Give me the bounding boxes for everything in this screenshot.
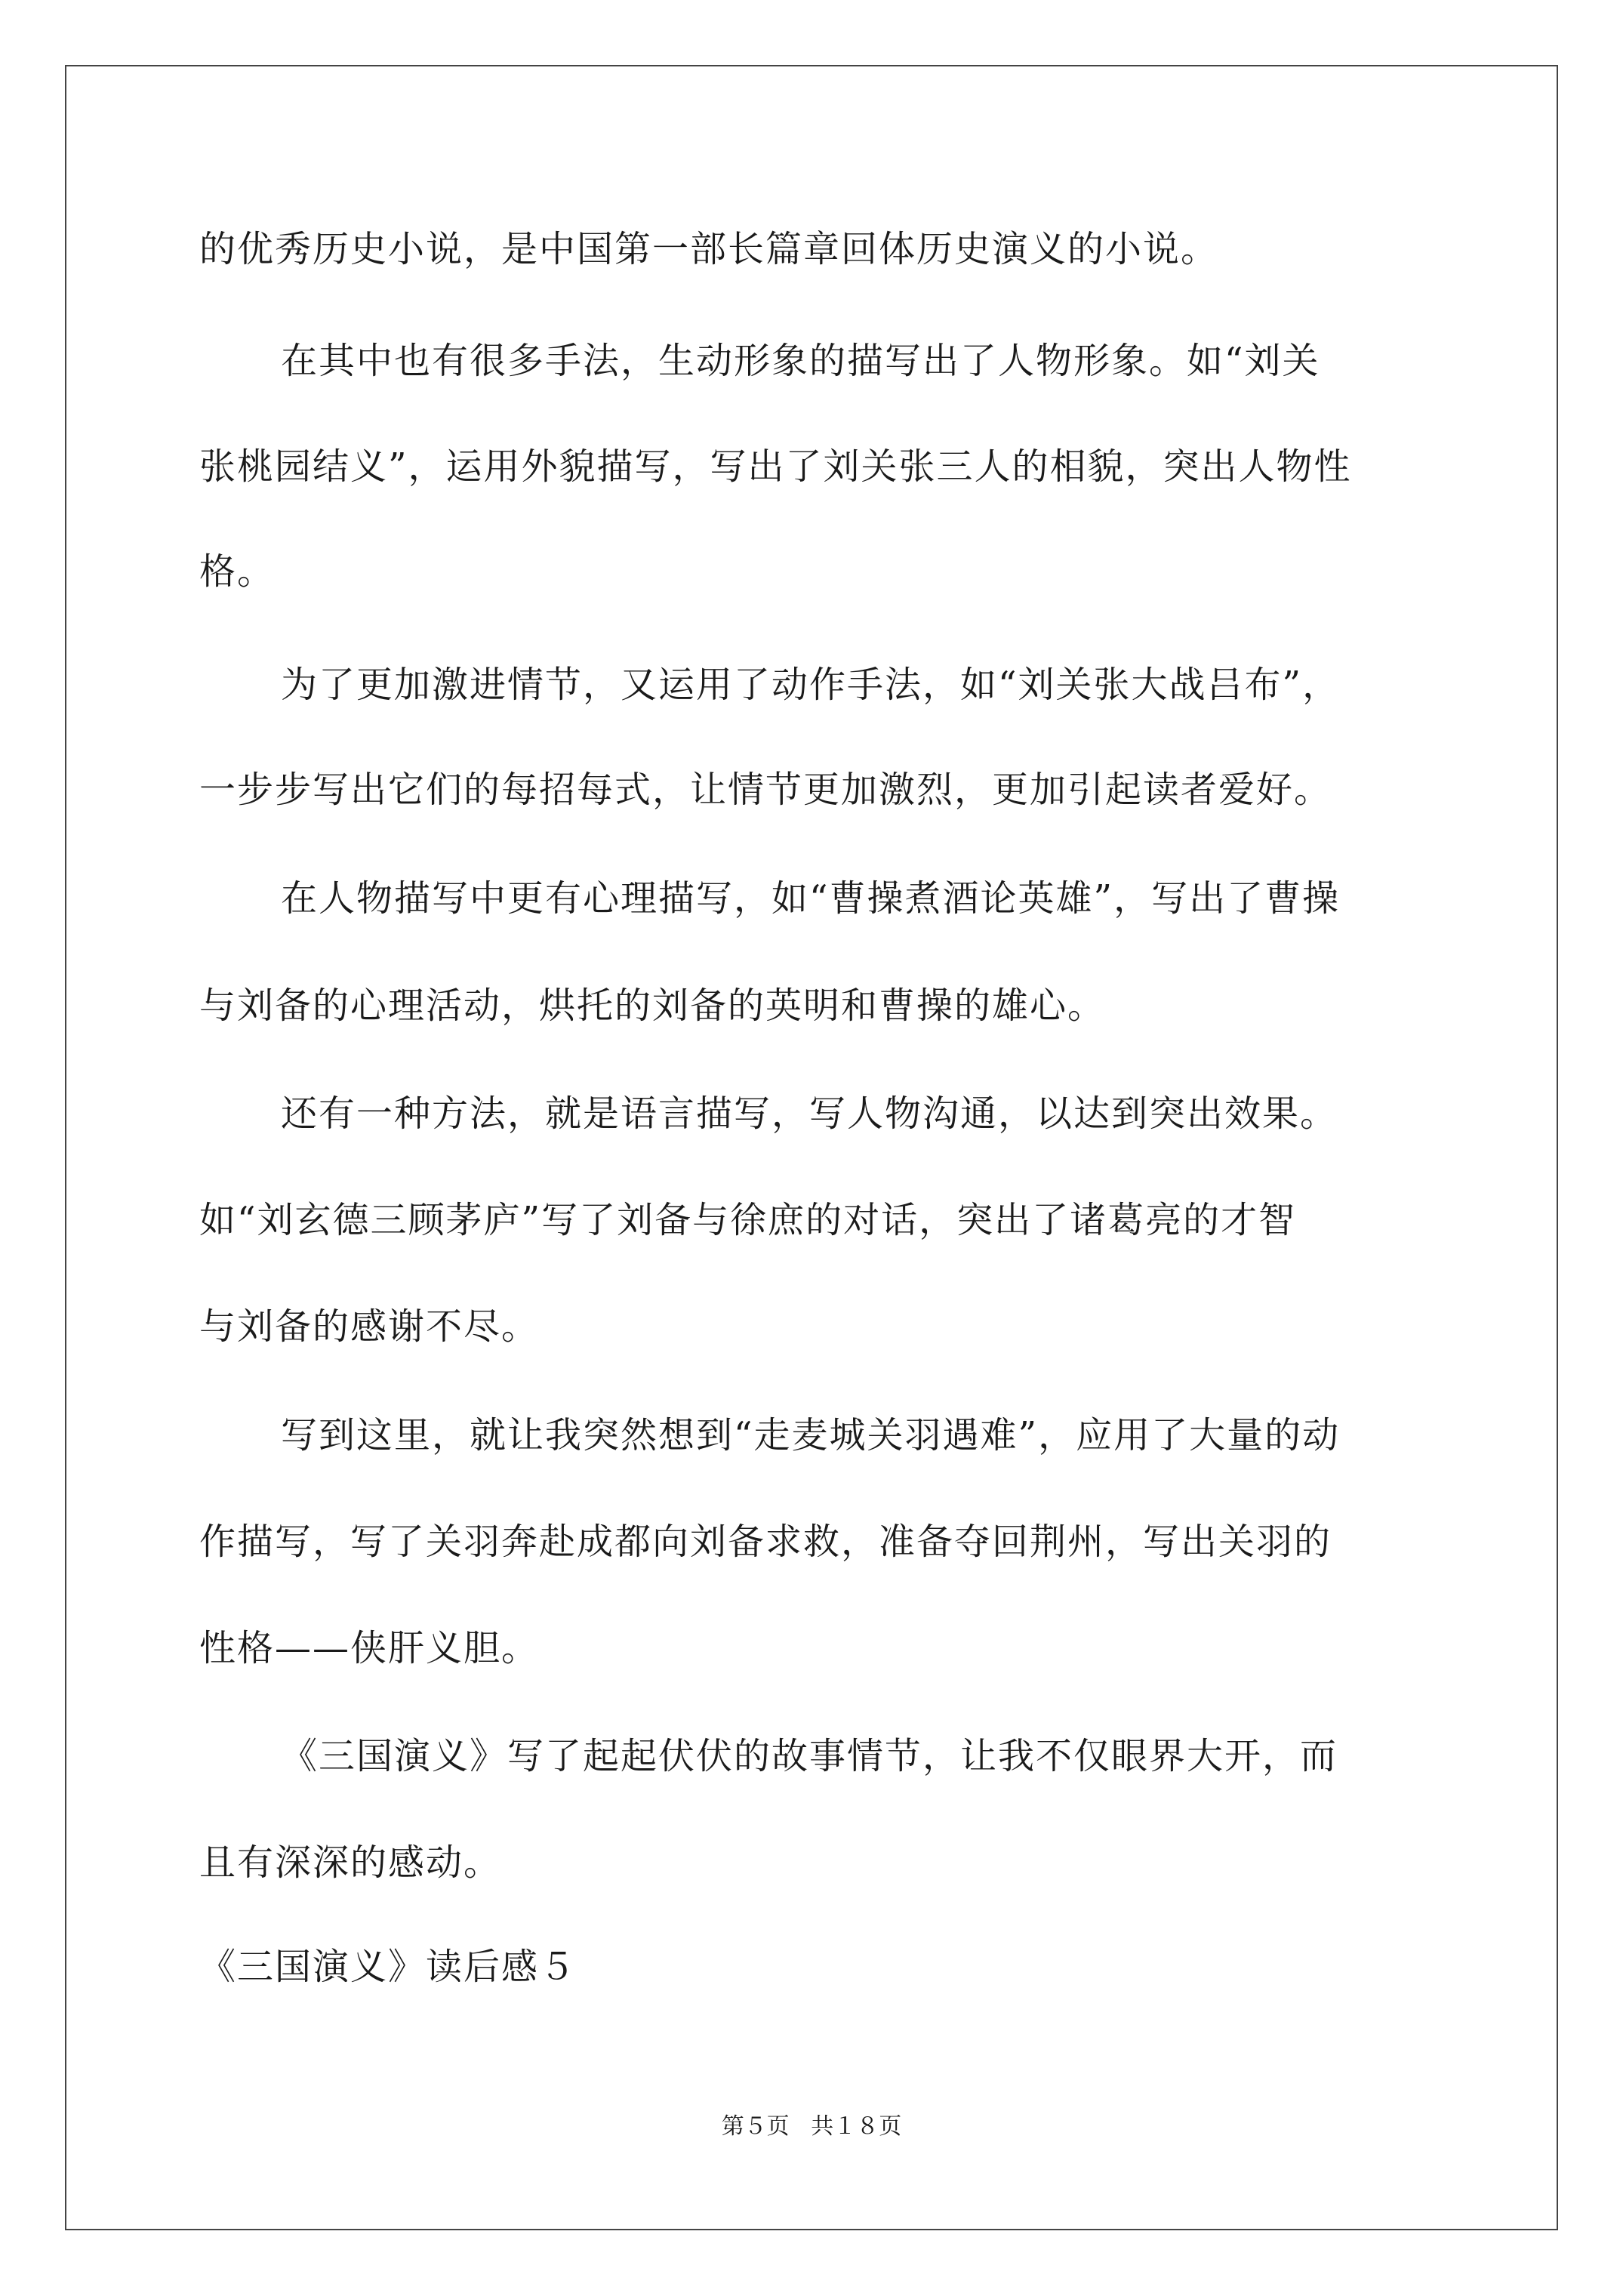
text-line: 与刘备的心理活动，烘托的刘备的英明和曹操的雄心。	[199, 985, 1106, 1027]
text-line: 一步步写出它们的每招每式，让情节更加激烈，更加引起读者爱好。	[199, 769, 1332, 811]
text-line: 在人物描写中更有心理描写，如“曹操煮酒论英雄”，写出了曹操	[281, 877, 1341, 920]
text-line: 如“刘玄德三顾茅庐”写了刘备与徐庶的对话，突出了诸葛亮的才智	[199, 1199, 1297, 1241]
text-line: 作描写，写了关羽奔赴成都向刘备求救，准备夺回荆州，写出关羽的	[199, 1521, 1332, 1563]
text-line: 还有一种方法，就是语言描写，写人物沟通，以达到突出效果。	[281, 1093, 1338, 1135]
text-line: 的优秀历史小说，是中国第一部长篇章回体历史演义的小说。	[199, 228, 1219, 270]
text-line: 性格——侠肝义胆。	[199, 1627, 540, 1669]
text-line: 且有深深的感动。	[199, 1841, 502, 1884]
section-heading: 《三国演义》读后感５	[199, 1946, 577, 1988]
text-line: 《三国演义》写了起起伏伏的故事情节，让我不仅眼界大开，而	[281, 1735, 1338, 1777]
text-line: 与刘备的感谢不尽。	[199, 1305, 540, 1348]
text-line: 写到这里，就让我突然想到“走麦城关羽遇难”，应用了大量的动	[281, 1414, 1341, 1456]
page-footer: 第５页 共１８页	[721, 2113, 902, 2140]
text-line: 在其中也有很多手法，生动形象的描写出了人物形象。如“刘关	[281, 340, 1320, 382]
text-line: 格。	[199, 550, 276, 593]
text-line: 张桃园结义”，运用外貌描写，写出了刘关张三人的相貌，突出人物性	[199, 445, 1352, 488]
text-line: 为了更加激进情节，又运用了动作手法，如“刘关张大战吕布”，	[281, 664, 1341, 706]
page-border	[65, 65, 1558, 2230]
